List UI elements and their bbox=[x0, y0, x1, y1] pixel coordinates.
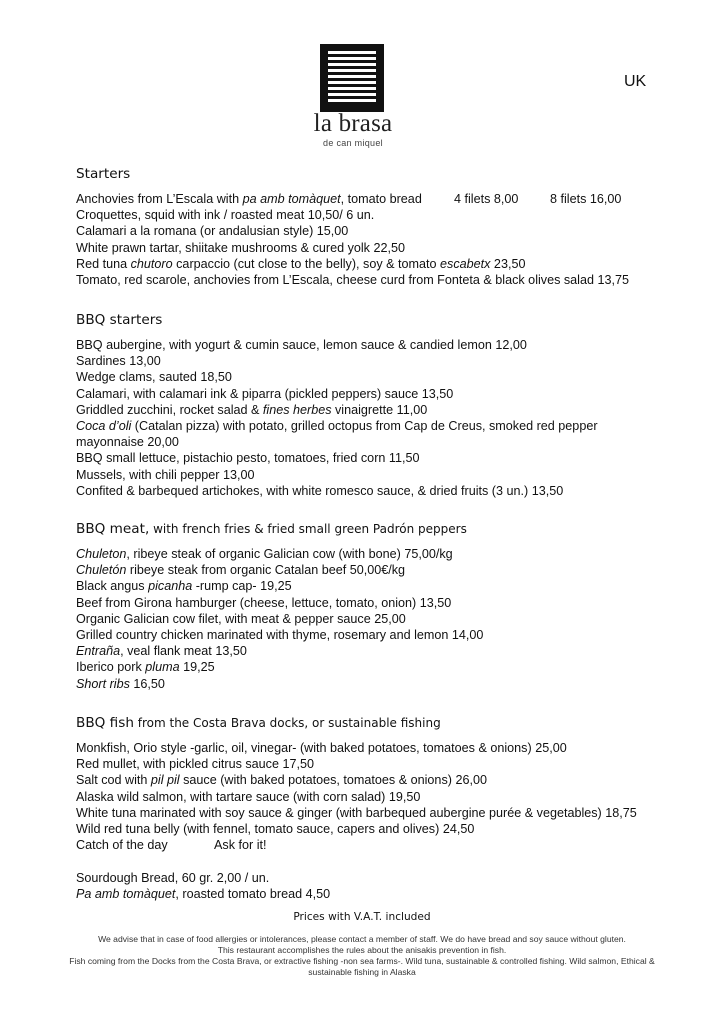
menu-item: Grilled country chicken marinated with thyme, rosemary and lemon 14,00 bbox=[76, 628, 484, 643]
language-label: UK bbox=[624, 73, 647, 90]
brand-name: la brasa bbox=[313, 110, 393, 137]
menu-item: Calamari a la romana (or andalusian style) 15,00 bbox=[76, 224, 349, 239]
bbq-fish-section bbox=[76, 715, 704, 853]
menu-item: Tomato, red scarole, anchovies from L’Escala, cheese curd from Fonteta & black olives salad 13,75 bbox=[76, 273, 630, 288]
allergy-note: We advise that in case of food allergies or intolerances, please contact a member of staff. We do have bread and soy sauce without gluten. bbox=[98, 934, 626, 944]
section-subtitle: from the Costa Brava docks, or sustainable fishing bbox=[133, 716, 441, 730]
item-price: 19,25 bbox=[183, 660, 215, 675]
item-price: 11,50 bbox=[388, 451, 420, 466]
menu-item: White prawn tartar, shiitake mushrooms & cured yolk 22,50 bbox=[76, 240, 405, 255]
bbq-starters-section bbox=[76, 312, 704, 499]
item-price-note: Ask for it! bbox=[214, 838, 267, 853]
item-price: 12,00 bbox=[495, 338, 527, 352]
menu-item: Calamari, with calamari ink & piparra (pickled peppers) sauce 13,50 bbox=[76, 386, 454, 401]
item-price: 10,50/ 6 un. bbox=[307, 208, 375, 223]
menu-item: Iberico pork pluma 19,25 bbox=[76, 660, 215, 675]
item-price: 23,50 bbox=[490, 256, 526, 271]
menu-item: Short ribs 16,50 bbox=[76, 676, 165, 691]
menu-item: Sourdough Bread, 60 gr. 2,00 / un. bbox=[76, 871, 270, 885]
item-price: 16,50 bbox=[133, 676, 165, 691]
item-price: 4 filets 8,00 bbox=[454, 192, 519, 206]
item-price: 25,00 bbox=[535, 741, 567, 755]
menu-item: Red tuna chutoro carpaccio (cut close to the belly), soy & tomato escabetx 23,50 bbox=[76, 256, 526, 271]
menu-item: Pa amb tomàquet, roasted tomato bread 4,50 bbox=[76, 887, 331, 902]
vat-note: Prices with V.A.T. included bbox=[293, 911, 431, 923]
menu-item: Entraña, veal flank meat 13,50 bbox=[76, 644, 247, 659]
item-price: 18,50 bbox=[200, 370, 232, 385]
menu-item: BBQ small lettuce, pistachio pesto, tomatoes, fried corn 11,50 bbox=[76, 451, 420, 466]
menu-item: Salt cod with pil pil sauce (with baked potatoes, tomatoes & onions) 26,00 bbox=[76, 773, 487, 788]
brand-subtitle: de can miquel bbox=[323, 138, 383, 148]
footer-notes bbox=[60, 934, 664, 978]
item-price: 75,00/kg bbox=[404, 547, 453, 561]
fish-origin-note: Fish coming from the Docks from the Costa Brava, or extractive fishing -non sea farms-. Wild tuna, sustainable & controlled fishing. Wild salmon, Ethical & sustainable fishing in Alaska bbox=[69, 956, 655, 977]
item-price: 8 filets 16,00 bbox=[550, 192, 622, 206]
item-price: 13,50 bbox=[419, 595, 452, 610]
bread-section bbox=[76, 870, 330, 902]
item-price: 13,50 bbox=[531, 483, 564, 498]
section-subtitle: with french fries & fried small green Padrón peppers bbox=[149, 522, 467, 536]
logo-stripes-icon bbox=[320, 44, 384, 112]
menu-item: Monkfish, Orio style -garlic, oil, vinegar- (with baked potatoes, tomatoes & onions) 25,00 bbox=[76, 741, 567, 755]
item-price: 13,00 bbox=[223, 467, 255, 482]
menu-item: Mussels, with chili pepper 13,00 bbox=[76, 467, 255, 482]
section-title: BBQ meat, with french fries & fried small green Padrón peppers bbox=[76, 521, 467, 537]
item-price: 13,00 bbox=[129, 354, 161, 369]
starters-section bbox=[76, 166, 704, 288]
item-price: 2,00 / un. bbox=[216, 871, 270, 885]
item-price: 13,75 bbox=[597, 273, 630, 288]
section-title: BBQ starters bbox=[76, 312, 163, 328]
section-title: BBQ fish from the Costa Brava docks, or sustainable fishing bbox=[76, 715, 441, 731]
menu-item: Wild red tuna belly (with fennel, tomato sauce, capers and olives) 24,50 bbox=[76, 822, 475, 837]
item-price: 22,50 bbox=[373, 240, 405, 255]
item-price: 26,00 bbox=[455, 773, 487, 788]
menu-item: Organic Galician cow filet, with meat & pepper sauce 25,00 bbox=[76, 611, 406, 626]
item-price: 17,50 bbox=[282, 757, 314, 772]
item-price: 14,00 bbox=[451, 628, 484, 643]
anisakis-note: This restaurant accomplishes the rules about the anisakis prevention in fish. bbox=[217, 945, 507, 955]
section-title: Starters bbox=[76, 166, 131, 182]
menu-item: Coca d’oli (Catalan pizza) with potato, grilled octopus from Cap de Creus, smoked red pepper mayonnaise 20,00 bbox=[76, 419, 598, 450]
item-price: 24,50 bbox=[442, 822, 475, 837]
menu-item: Chuleton, ribeye steak of organic Galician cow (with bone) 75,00/kg bbox=[76, 547, 453, 561]
menu-item: Wedge clams, sauted 18,50 bbox=[76, 370, 232, 385]
menu-item: Red mullet, with pickled citrus sauce 17,50 bbox=[76, 757, 314, 772]
menu-item: Catch of the day Ask for it! bbox=[76, 838, 267, 853]
menu-item: Black angus picanha -rump cap- 19,25 bbox=[76, 579, 292, 594]
menu-item: White tuna marinated with soy sauce & ginger (with barbequed aubergine purée & vegetables) 18,75 bbox=[76, 805, 637, 820]
item-price: 15,00 bbox=[316, 224, 349, 239]
menu-item: Croquettes, squid with ink / roasted meat 10,50/ 6 un. bbox=[76, 208, 375, 223]
item-price: 50,00€/kg bbox=[349, 563, 406, 578]
menu-item: Confited & barbequed artichokes, with white romesco sauce, & dried fruits (3 un.) 13,50 bbox=[76, 483, 564, 498]
item-price: 13,50 bbox=[421, 386, 454, 401]
item-price: 19,50 bbox=[388, 789, 421, 804]
menu-item: Chuletón ribeye steak from organic Catalan beef 50,00€/kg bbox=[76, 563, 406, 578]
item-price: 4,50 bbox=[305, 887, 331, 902]
menu-item: Beef from Girona hamburger (cheese, lettuce, tomato, onion) 13,50 bbox=[76, 595, 452, 610]
item-price: 18,75 bbox=[605, 805, 637, 820]
menu-item: Sardines 13,00 bbox=[76, 354, 161, 369]
menu-item: Alaska wild salmon, with tartare sauce (with corn salad) 19,50 bbox=[76, 789, 421, 804]
menu-item: Anchovies from L’Escala with pa amb tomàquet, tomato bread 4 filets 8,00 8 filets 16,00 bbox=[76, 192, 622, 206]
item-price: 13,50 bbox=[215, 644, 247, 659]
menu-item: Griddled zucchini, rocket salad & fines herbes vinaigrette 11,00 bbox=[76, 402, 428, 417]
item-price: 11,00 bbox=[396, 402, 428, 417]
item-price: 19,25 bbox=[260, 579, 292, 594]
item-price: 25,00 bbox=[374, 611, 406, 626]
menu-item: BBQ aubergine, with yogurt & cumin sauce, lemon sauce & candied lemon 12,00 bbox=[76, 338, 527, 352]
bbq-meat-section bbox=[76, 521, 704, 692]
item-price: 20,00 bbox=[147, 435, 179, 450]
